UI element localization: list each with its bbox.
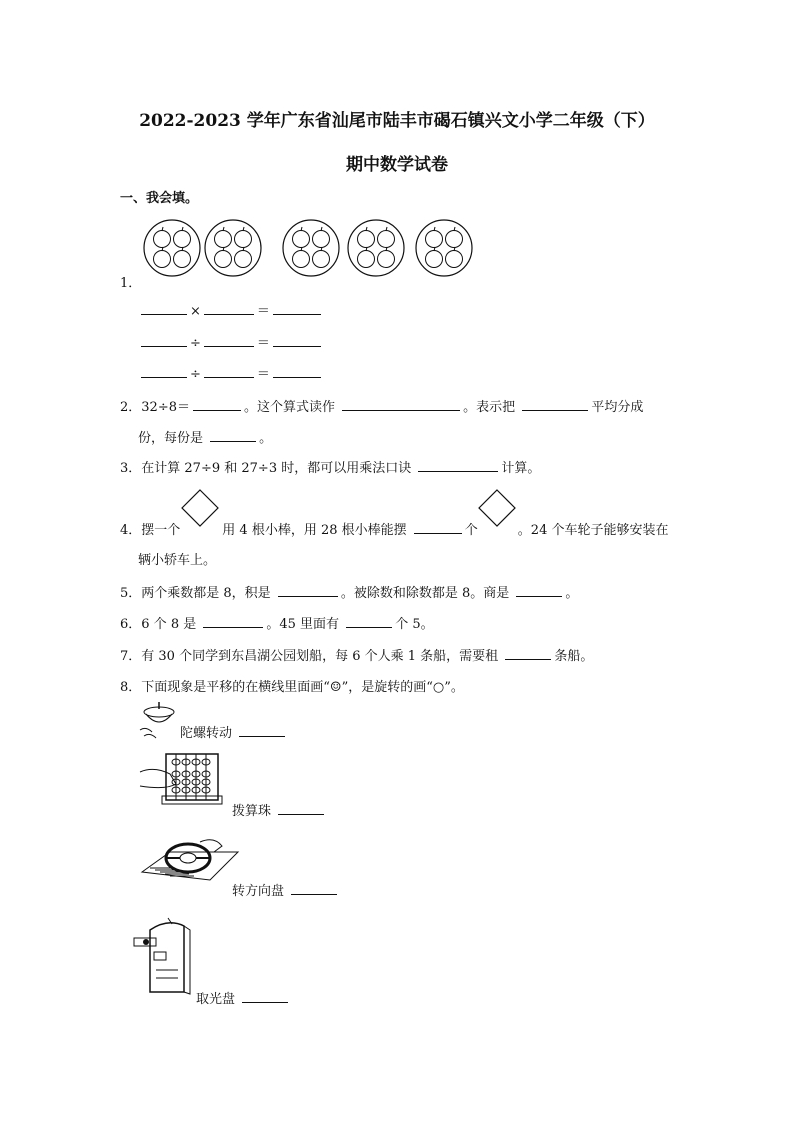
- blank[interactable]: [278, 584, 338, 597]
- blank[interactable]: [141, 302, 187, 315]
- apple-plate-icon: [205, 220, 261, 276]
- q8-item-abacus: 拨算珠: [232, 800, 327, 819]
- q3: 3．在计算 27÷9 和 27÷3 时，都可以用乘法口诀 计算。: [120, 461, 541, 476]
- q6: 6．6 个 8 是 。45 里面有 个 5。: [120, 617, 434, 632]
- apple-plates-illustration: [140, 218, 500, 282]
- page-subtitle: 期中数学试卷: [346, 155, 448, 175]
- blank[interactable]: [203, 615, 263, 628]
- apple-plate-icon: [416, 220, 472, 276]
- page-title: 2022-2023 学年广东省汕尾市陆丰市碣石镇兴文小学二年级（下）: [139, 111, 655, 131]
- q8-item-cd-player: 取光盘: [196, 988, 291, 1007]
- q4-line2: 辆小轿车上。: [138, 553, 217, 568]
- q1-number: 1．: [120, 276, 142, 291]
- q8: 8．下面现象是平移的在横线里面画“☺”，是旋转的画“○”。: [120, 680, 464, 695]
- cd-player-icon: [132, 916, 202, 998]
- blank[interactable]: [291, 882, 337, 895]
- blank[interactable]: [273, 334, 321, 347]
- blank[interactable]: [141, 334, 187, 347]
- q1-row1: × ＝: [138, 300, 324, 319]
- q8-item-steering-wheel: 转方向盘: [232, 880, 340, 899]
- blank[interactable]: [204, 365, 254, 378]
- spinning-top-icon: [134, 700, 184, 740]
- blank[interactable]: [273, 365, 321, 378]
- blank[interactable]: [141, 365, 187, 378]
- blank[interactable]: [242, 990, 288, 1003]
- apple-plate-icon: [348, 220, 404, 276]
- blank[interactable]: [204, 302, 254, 315]
- apple-plate-icon: [283, 220, 339, 276]
- blank[interactable]: [418, 459, 498, 472]
- blank[interactable]: [204, 334, 254, 347]
- q1-row3: ÷ ＝: [138, 363, 324, 382]
- steering-wheel-icon: [140, 832, 240, 890]
- blank[interactable]: [278, 802, 324, 815]
- q2-line1: 2．32÷8＝ 。这个算式读作 。表示把 平均分成: [120, 400, 644, 415]
- apple-plate-icon: [144, 220, 200, 276]
- blank[interactable]: [414, 521, 462, 534]
- q7: 7．有 30 个同学到东昌湖公园划船，每 6 个人乘 1 条船，需要租 条船。: [120, 649, 594, 664]
- blank[interactable]: [210, 429, 256, 442]
- blank[interactable]: [346, 615, 392, 628]
- q4-line1: 4．摆一个 用 4 根小棒，用 28 根小棒能摆 个 。24 个车轮子能够安装在: [120, 523, 669, 538]
- abacus-icon: [140, 752, 230, 808]
- q2-line2: 份，每份是 。: [138, 431, 273, 446]
- q8-item-spinning-top: 陀螺转动: [180, 722, 288, 741]
- blank[interactable]: [273, 302, 321, 315]
- blank[interactable]: [505, 647, 551, 660]
- blank[interactable]: [193, 398, 241, 411]
- section-heading: 一、我会填。: [120, 191, 199, 206]
- blank[interactable]: [516, 584, 562, 597]
- q5: 5．两个乘数都是 8，积是 。被除数和除数都是 8。商是 。: [120, 586, 579, 601]
- q1-row2: ÷ ＝: [138, 332, 324, 351]
- blank[interactable]: [239, 724, 285, 737]
- blank[interactable]: [342, 398, 460, 411]
- blank[interactable]: [522, 398, 588, 411]
